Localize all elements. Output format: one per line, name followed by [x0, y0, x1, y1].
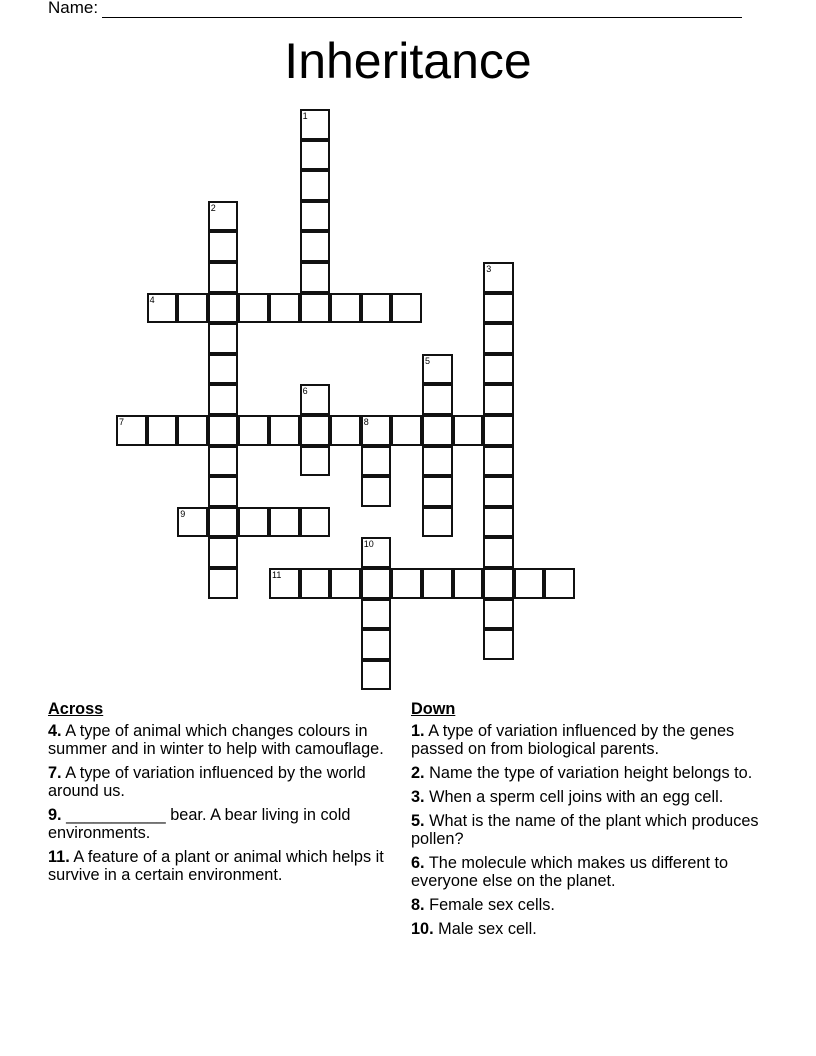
cell-number: 10	[363, 539, 374, 550]
crossword-cell[interactable]	[483, 507, 514, 538]
crossword-cell[interactable]	[300, 293, 331, 324]
crossword-cell[interactable]	[300, 109, 331, 140]
crossword-cell[interactable]	[330, 293, 361, 324]
crossword-cell[interactable]	[422, 446, 453, 477]
crossword-cell[interactable]	[361, 629, 392, 660]
crossword-cell[interactable]	[177, 415, 208, 446]
crossword-cell[interactable]	[208, 384, 239, 415]
crossword-cell[interactable]	[483, 537, 514, 568]
crossword-cell[interactable]	[483, 384, 514, 415]
crossword-cell[interactable]	[116, 415, 147, 446]
down-clues	[411, 700, 761, 944]
cell-number: 4	[149, 294, 155, 305]
across-header: Across	[48, 700, 104, 718]
crossword-cell[interactable]	[238, 507, 269, 538]
cell-number: 2	[210, 202, 216, 213]
clue-down-6: 6. The molecule which makes us different to everyone else on the planet.	[411, 854, 729, 890]
crossword-cell[interactable]	[483, 262, 514, 293]
crossword-cell[interactable]	[422, 384, 453, 415]
crossword-cell[interactable]	[300, 262, 331, 293]
cell-number: 6	[302, 386, 308, 397]
crossword-cell[interactable]	[483, 568, 514, 599]
crossword-cell[interactable]	[483, 323, 514, 354]
cell-number: 5	[425, 355, 431, 366]
crossword-cell[interactable]	[483, 446, 514, 477]
crossword-cell[interactable]	[483, 354, 514, 385]
page-title: Inheritance	[284, 33, 532, 89]
crossword-cell[interactable]	[300, 140, 331, 171]
crossword-cell[interactable]	[208, 537, 239, 568]
crossword-cell[interactable]	[208, 354, 239, 385]
clue-across-11: 11. A feature of a plant or animal which helps it survive in a certain environment.	[48, 848, 384, 884]
crossword-cell[interactable]	[361, 476, 392, 507]
crossword-cell[interactable]	[361, 537, 392, 568]
crossword-cell[interactable]	[300, 201, 331, 232]
crossword-cell[interactable]	[269, 293, 300, 324]
crossword-cell[interactable]	[269, 507, 300, 538]
clue-down-8: 8. Female sex cells.	[411, 896, 555, 914]
crossword-cell[interactable]	[422, 354, 453, 385]
crossword-cell[interactable]	[422, 568, 453, 599]
crossword-cell[interactable]	[453, 568, 484, 599]
crossword-cell[interactable]	[300, 446, 331, 477]
crossword-cell[interactable]	[483, 476, 514, 507]
crossword-cell[interactable]	[238, 415, 269, 446]
clue-across-4: 4. A type of animal which changes colours in summer and in winter to help with camouflage.	[48, 722, 384, 758]
crossword-cell[interactable]	[361, 293, 392, 324]
crossword-cell[interactable]	[544, 568, 575, 599]
crossword-cell[interactable]	[238, 293, 269, 324]
crossword-cell[interactable]	[208, 231, 239, 262]
crossword-cell[interactable]	[208, 323, 239, 354]
down-header: Down	[411, 700, 456, 718]
crossword-cell[interactable]	[300, 415, 331, 446]
crossword-cell[interactable]	[422, 507, 453, 538]
crossword-cell[interactable]	[361, 599, 392, 630]
crossword-cell[interactable]	[483, 599, 514, 630]
crossword-cell[interactable]	[391, 568, 422, 599]
clue-down-3: 3. When a sperm cell joins with an egg cell.	[411, 788, 724, 806]
clue-across-7: 7. A type of variation influenced by the world around us.	[48, 764, 366, 800]
crossword-cell[interactable]	[391, 415, 422, 446]
cell-number: 8	[363, 417, 369, 427]
crossword-cell[interactable]	[177, 507, 208, 538]
crossword-cell[interactable]	[177, 293, 208, 324]
name-label: Name:	[48, 0, 99, 17]
crossword-cell[interactable]	[269, 568, 300, 599]
clue-down-10: 10. Male sex cell.	[411, 920, 537, 938]
crossword-cell[interactable]	[453, 415, 484, 446]
crossword-cell[interactable]	[422, 415, 453, 446]
crossword-cell[interactable]	[483, 415, 514, 446]
crossword-cell[interactable]	[208, 446, 239, 477]
crossword-cell[interactable]	[422, 476, 453, 507]
crossword-cell[interactable]	[514, 568, 545, 599]
crossword-cell[interactable]	[208, 415, 239, 446]
crossword-cell[interactable]	[391, 293, 422, 324]
crossword-cell[interactable]	[483, 293, 514, 324]
crossword-cell[interactable]	[361, 660, 392, 691]
across-clues	[48, 700, 388, 890]
clue-down-5: 5. What is the name of the plant which produces pollen?	[411, 812, 759, 848]
crossword-cell[interactable]	[361, 446, 392, 477]
crossword-cell[interactable]	[300, 231, 331, 262]
crossword-cell[interactable]	[300, 568, 331, 599]
cell-number: 9	[180, 508, 186, 519]
crossword-cell[interactable]	[300, 384, 331, 415]
crossword-cell[interactable]	[147, 415, 178, 446]
crossword-cell[interactable]	[147, 293, 178, 324]
crossword-cell[interactable]	[208, 568, 239, 599]
cell-number: 3	[486, 264, 492, 274]
clue-across-9: 9. ___________ bear. A bear living in cold environments.	[48, 806, 351, 842]
crossword-cell[interactable]	[483, 629, 514, 660]
crossword-cell[interactable]	[208, 476, 239, 507]
crossword-cell[interactable]	[300, 170, 331, 201]
cell-number: 1	[302, 111, 308, 121]
crossword-cell[interactable]	[330, 568, 361, 599]
cell-number: 11	[272, 570, 282, 580]
clue-down-2: 2. Name the type of variation height belongs to.	[411, 764, 753, 782]
crossword-cell[interactable]	[300, 507, 331, 538]
crossword-cell[interactable]	[269, 415, 300, 446]
crossword-cell[interactable]	[208, 507, 239, 538]
crossword-cell[interactable]	[208, 201, 239, 232]
cell-number: 7	[119, 417, 125, 427]
clue-down-1: 1. A type of variation influenced by the genes passed on from biological parents.	[411, 722, 735, 758]
crossword-cell[interactable]	[330, 415, 361, 446]
crossword-cell[interactable]	[361, 415, 392, 446]
crossword-cell[interactable]	[208, 262, 239, 293]
crossword-cell[interactable]	[208, 293, 239, 324]
crossword-cell[interactable]	[361, 568, 392, 599]
